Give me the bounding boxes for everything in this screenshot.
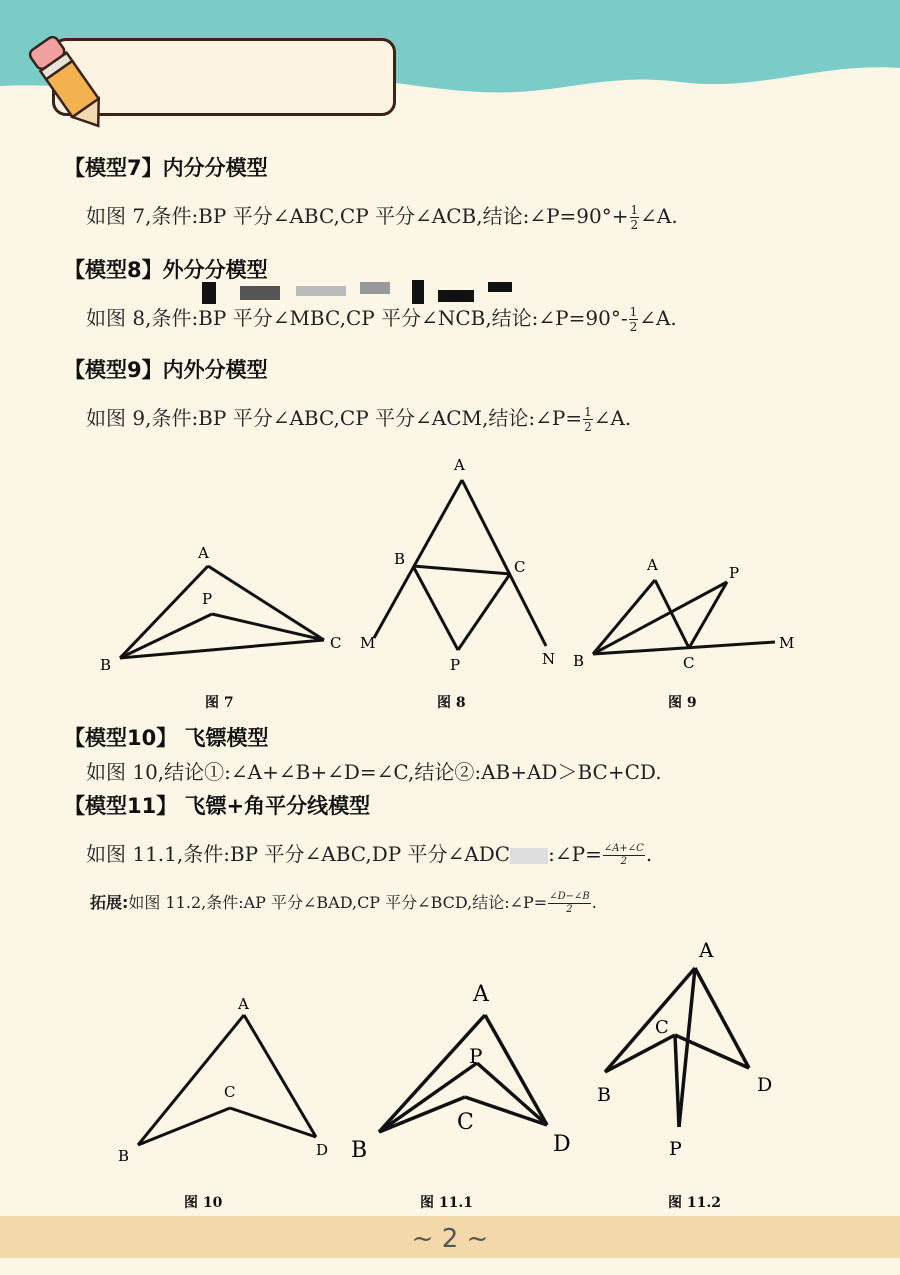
model7-text-post: ∠A.	[640, 204, 678, 228]
fig11-1-label-c: C	[457, 1110, 474, 1135]
fig11-2-segment-cp	[675, 1035, 679, 1127]
fig7-segment-ac	[208, 566, 324, 640]
extension-text	[90, 890, 597, 915]
fig10-segment-ba	[138, 1015, 244, 1145]
redaction-mark	[412, 280, 424, 304]
figure-9-caption: 图 9	[668, 695, 697, 711]
fig10-label-a: A	[238, 995, 249, 1013]
model10-text: 如图 10,结论①:∠A+∠B+∠D=∠C,结论②:AB+AD＞BC+CD.	[86, 760, 662, 784]
frac-den: 2	[566, 904, 573, 915]
model9-text	[86, 402, 631, 433]
figure-9	[593, 580, 775, 654]
fig7-label-p: P	[202, 590, 213, 608]
model8-text	[86, 302, 677, 333]
frac-num: ∠A+∠C	[603, 843, 644, 854]
fig9-label-a: A	[647, 556, 658, 574]
fig8-label-m: M	[360, 634, 376, 652]
model11-heading: 【模型11】 飞镖+角平分线模型	[64, 794, 371, 818]
frac-num: 1	[629, 305, 638, 319]
frac-num: ∠D−∠B	[549, 891, 590, 902]
model11-text-post: .	[645, 842, 653, 866]
fig7-label-c: C	[330, 634, 342, 652]
fig11-1-label-a: A	[473, 982, 489, 1007]
figure-7	[80, 530, 360, 690]
model8-text-pre: 如图 8,条件:BP 平分∠MBC,CP 平分∠NCB,结论:∠P=90°-	[86, 306, 628, 330]
model8-fraction	[629, 306, 639, 333]
fig9-line-bm	[593, 642, 775, 654]
figure-11-2-caption: 图 11.2	[668, 1195, 721, 1211]
fig11-1-label-p: P	[469, 1044, 483, 1068]
model11-text	[86, 838, 652, 867]
model7-fraction	[630, 204, 640, 231]
redaction-mark	[240, 286, 280, 300]
fig8-segment-cp	[458, 574, 510, 650]
fig9-label-c: C	[683, 654, 695, 672]
fig10-label-d: D	[316, 1141, 329, 1159]
pencil-icon	[22, 28, 112, 138]
figure-7-caption: 图 7	[205, 695, 234, 711]
fig11-1-segment-pd	[477, 1063, 547, 1125]
redaction-mark	[438, 290, 474, 302]
model11-text-pre: 如图 11.1,条件:BP 平分∠ABC,DP 平分∠ADC	[86, 842, 511, 866]
frac-den: 2	[584, 420, 592, 434]
redaction-mark	[510, 848, 548, 864]
model8-text-post: ∠A.	[639, 306, 677, 330]
fig7-label-b: B	[100, 656, 112, 674]
redaction-mark	[488, 282, 512, 292]
figure-11-2	[605, 968, 749, 1127]
fig11-1-label-d: D	[553, 1132, 571, 1157]
model7-heading: 【模型7】内分分模型	[64, 156, 268, 180]
fig11-2-segment-bc	[605, 1035, 675, 1072]
fig9-label-p: P	[729, 564, 740, 582]
model9-fraction	[583, 406, 593, 433]
frac-den: 2	[620, 856, 628, 867]
fig11-1-label-b: B	[351, 1138, 368, 1163]
model9-heading: 【模型9】内外分模型	[64, 358, 268, 382]
fig11-2-label-a: A	[699, 938, 714, 962]
model9-text-post: ∠A.	[593, 406, 632, 430]
frac-num: 1	[584, 405, 592, 419]
fig8-label-b: B	[394, 550, 406, 568]
fig8-label-a: A	[454, 456, 465, 474]
model11-fraction	[603, 844, 645, 867]
model9-text-pre: 如图 9,条件:BP 平分∠ABC,CP 平分∠ACM,结论:∠P=	[86, 406, 583, 430]
extension-text-post: .	[591, 893, 597, 912]
model7-text-pre: 如图 7,条件:BP 平分∠ABC,CP 平分∠ACB,结论:∠P=90°+	[86, 204, 629, 228]
fig11-2-label-b: B	[597, 1084, 611, 1106]
fig7-label-a: A	[198, 544, 209, 562]
fig9-label-b: B	[573, 652, 585, 670]
extension-text-pre: 如图 11.2,条件:AP 平分∠BAD,CP 平分∠BCD,结论:∠P=	[128, 893, 548, 912]
page-number: ~ 2 ~	[411, 1224, 489, 1254]
frac-den: 2	[630, 218, 639, 232]
fig7-segment-pc	[212, 614, 324, 640]
fig8-label-p: P	[450, 656, 461, 674]
fig11-2-segment-ad	[695, 968, 749, 1068]
fig8-label-c: C	[514, 558, 526, 576]
fig8-segment-bp	[413, 566, 458, 650]
extension-fraction	[548, 892, 591, 915]
figure-10-caption: 图 10	[184, 1195, 223, 1211]
model11-text-mid: :∠P=	[548, 842, 602, 866]
fig11-2-segment-ba	[605, 968, 695, 1072]
fig11-2-label-c: C	[655, 1017, 669, 1038]
model8-heading: 【模型8】外分分模型	[64, 258, 268, 282]
figure-10	[138, 1015, 316, 1145]
redaction-mark	[202, 282, 216, 304]
redaction-mark	[360, 282, 390, 294]
fig10-label-b: B	[118, 1147, 130, 1165]
model7-text	[86, 200, 678, 231]
fig7-segment-ab	[120, 566, 208, 658]
fig10-segment-ad	[244, 1015, 316, 1137]
fig10-label-c: C	[224, 1083, 236, 1101]
fig9-segment-ac	[655, 580, 689, 648]
extension-label: 拓展:	[90, 893, 129, 912]
frac-num: 1	[630, 203, 639, 217]
fig8-segment-bc	[413, 566, 510, 574]
figure-11-1-caption: 图 11.1	[420, 1195, 473, 1211]
fig8-label-n: N	[542, 650, 556, 668]
fig11-2-label-p: P	[669, 1138, 682, 1160]
fig8-line-an	[462, 480, 546, 646]
fig11-2-segment-ap	[679, 968, 695, 1127]
frac-den: 2	[629, 320, 638, 334]
fig11-2-label-d: D	[757, 1074, 773, 1096]
fig9-segment-ba	[593, 580, 655, 654]
redaction-mark	[296, 286, 346, 296]
fig8-line-am	[374, 480, 462, 638]
figure-8-caption: 图 8	[437, 695, 466, 711]
fig9-label-m: M	[779, 634, 795, 652]
model10-heading: 【模型10】 飞镖模型	[64, 726, 269, 750]
